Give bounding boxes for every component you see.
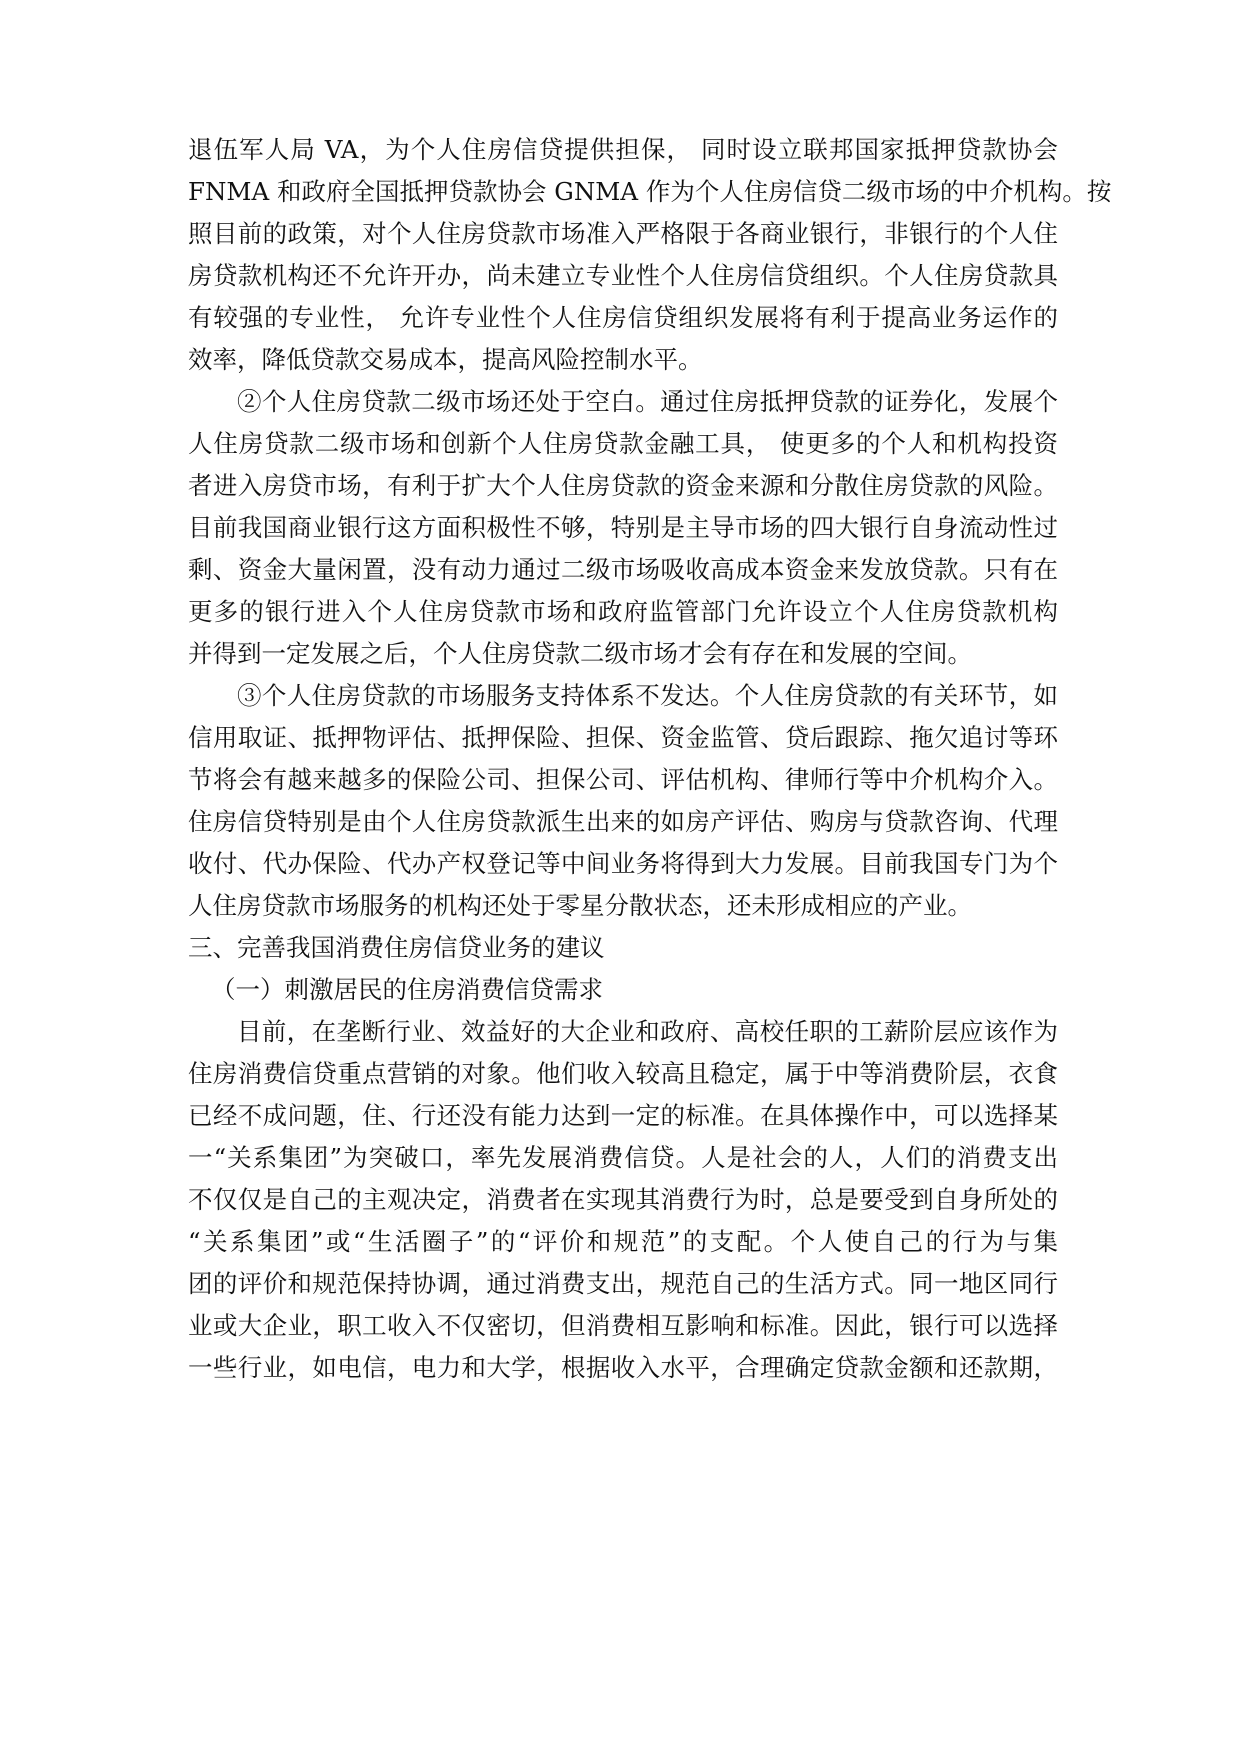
text-line: 一“关系集团”为突破口，率先发展消费信贷。人是社会的人，人们的消费支出 xyxy=(188,1143,1058,1172)
text-line: 已经不成问题，住、行还没有能力达到一定的标准。在具体操作中，可以选择某 xyxy=(188,1101,1058,1130)
text-line: 并得到一定发展之后，个人住房贷款二级市场才会有存在和发展的空间。 xyxy=(188,639,972,668)
text-line: 效率，降低贷款交易成本，提高风险控制水平。 xyxy=(188,345,703,374)
paragraph-first-line: ③个人住房贷款的市场服务支持体系不发达。个人住房贷款的有关环节，如 xyxy=(237,681,1058,710)
text-line: 一些行业，如电信，电力和大学，根据收入水平，合理确定贷款金额和还款期， xyxy=(188,1353,1058,1382)
text-line: 者进入房贷市场，有利于扩大个人住房贷款的资金来源和分散住房贷款的风险。 xyxy=(188,471,1058,500)
text-line: 住房信贷特别是由个人住房贷款派生出来的如房产评估、购房与贷款咨询、代理 xyxy=(188,807,1058,836)
text-line: 退伍军人局 VA，为个人住房信贷提供担保， 同时设立联邦国家抵押贷款协会 xyxy=(188,135,1058,164)
text-line: FNMA 和政府全国抵押贷款协会 GNMA 作为个人住房信贷二级市场的中介机构。按 xyxy=(188,177,1112,206)
text-line: 目前我国商业银行这方面积极性不够，特别是主导市场的四大银行自身流动性过 xyxy=(188,513,1058,542)
text-line: 业或大企业，职工收入不仅密切，但消费相互影响和标准。因此，银行可以选择 xyxy=(188,1311,1058,1340)
text-line: 信用取证、抵押物评估、抵押保险、担保、资金监管、贷后跟踪、拖欠追讨等环 xyxy=(188,723,1058,752)
text-line: 更多的银行进入个人住房贷款市场和政府监管部门允许设立个人住房贷款机构 xyxy=(188,597,1058,626)
text-line: 照目前的政策，对个人住房贷款市场准入严格限于各商业银行，非银行的个人住 xyxy=(188,219,1058,248)
text-line: 有较强的专业性， 允许专业性个人住房信贷组织发展将有利于提高业务运作的 xyxy=(188,303,1058,332)
text-line: “关系集团”或“生活圈子”的“评价和规范”的支配。个人使自己的行为与集 xyxy=(188,1227,1058,1256)
paragraph-first-line: 目前，在垄断行业、效益好的大企业和政府、高校任职的工薪阶层应该作为 xyxy=(237,1017,1058,1046)
text-line: 房贷款机构还不允许开办，尚未建立专业性个人住房信贷组织。个人住房贷款具 xyxy=(188,261,1058,290)
section-heading: 三、完善我国消费住房信贷业务的建议 xyxy=(188,933,605,962)
text-line: 人住房贷款市场服务的机构还处于零星分散状态，还未形成相应的产业。 xyxy=(188,891,972,920)
paragraph-first-line: ②个人住房贷款二级市场还处于空白。通过住房抵押贷款的证券化，发展个 xyxy=(237,387,1058,416)
text-line: 不仅仅是自己的主观决定，消费者在实现其消费行为时，总是要受到自身所处的 xyxy=(188,1185,1058,1214)
text-line: 剩、资金大量闲置，没有动力通过二级市场吸收高成本资金来发放贷款。只有在 xyxy=(188,555,1058,584)
text-line: 团的评价和规范保持协调，通过消费支出，规范自己的生活方式。同一地区同行 xyxy=(188,1269,1058,1298)
text-line: 住房消费信贷重点营销的对象。他们收入较高且稳定，属于中等消费阶层，衣食 xyxy=(188,1059,1058,1088)
subsection-heading: （一）刺激居民的住房消费信贷需求 xyxy=(211,975,603,1004)
text-line: 人住房贷款二级市场和创新个人住房贷款金融工具， 使更多的个人和机构投资 xyxy=(188,429,1058,458)
text-line: 节将会有越来越多的保险公司、担保公司、评估机构、律师行等中介机构介入。 xyxy=(188,765,1058,794)
text-line: 收付、代办保险、代办产权登记等中间业务将得到大力发展。目前我国专门为个 xyxy=(188,849,1058,878)
